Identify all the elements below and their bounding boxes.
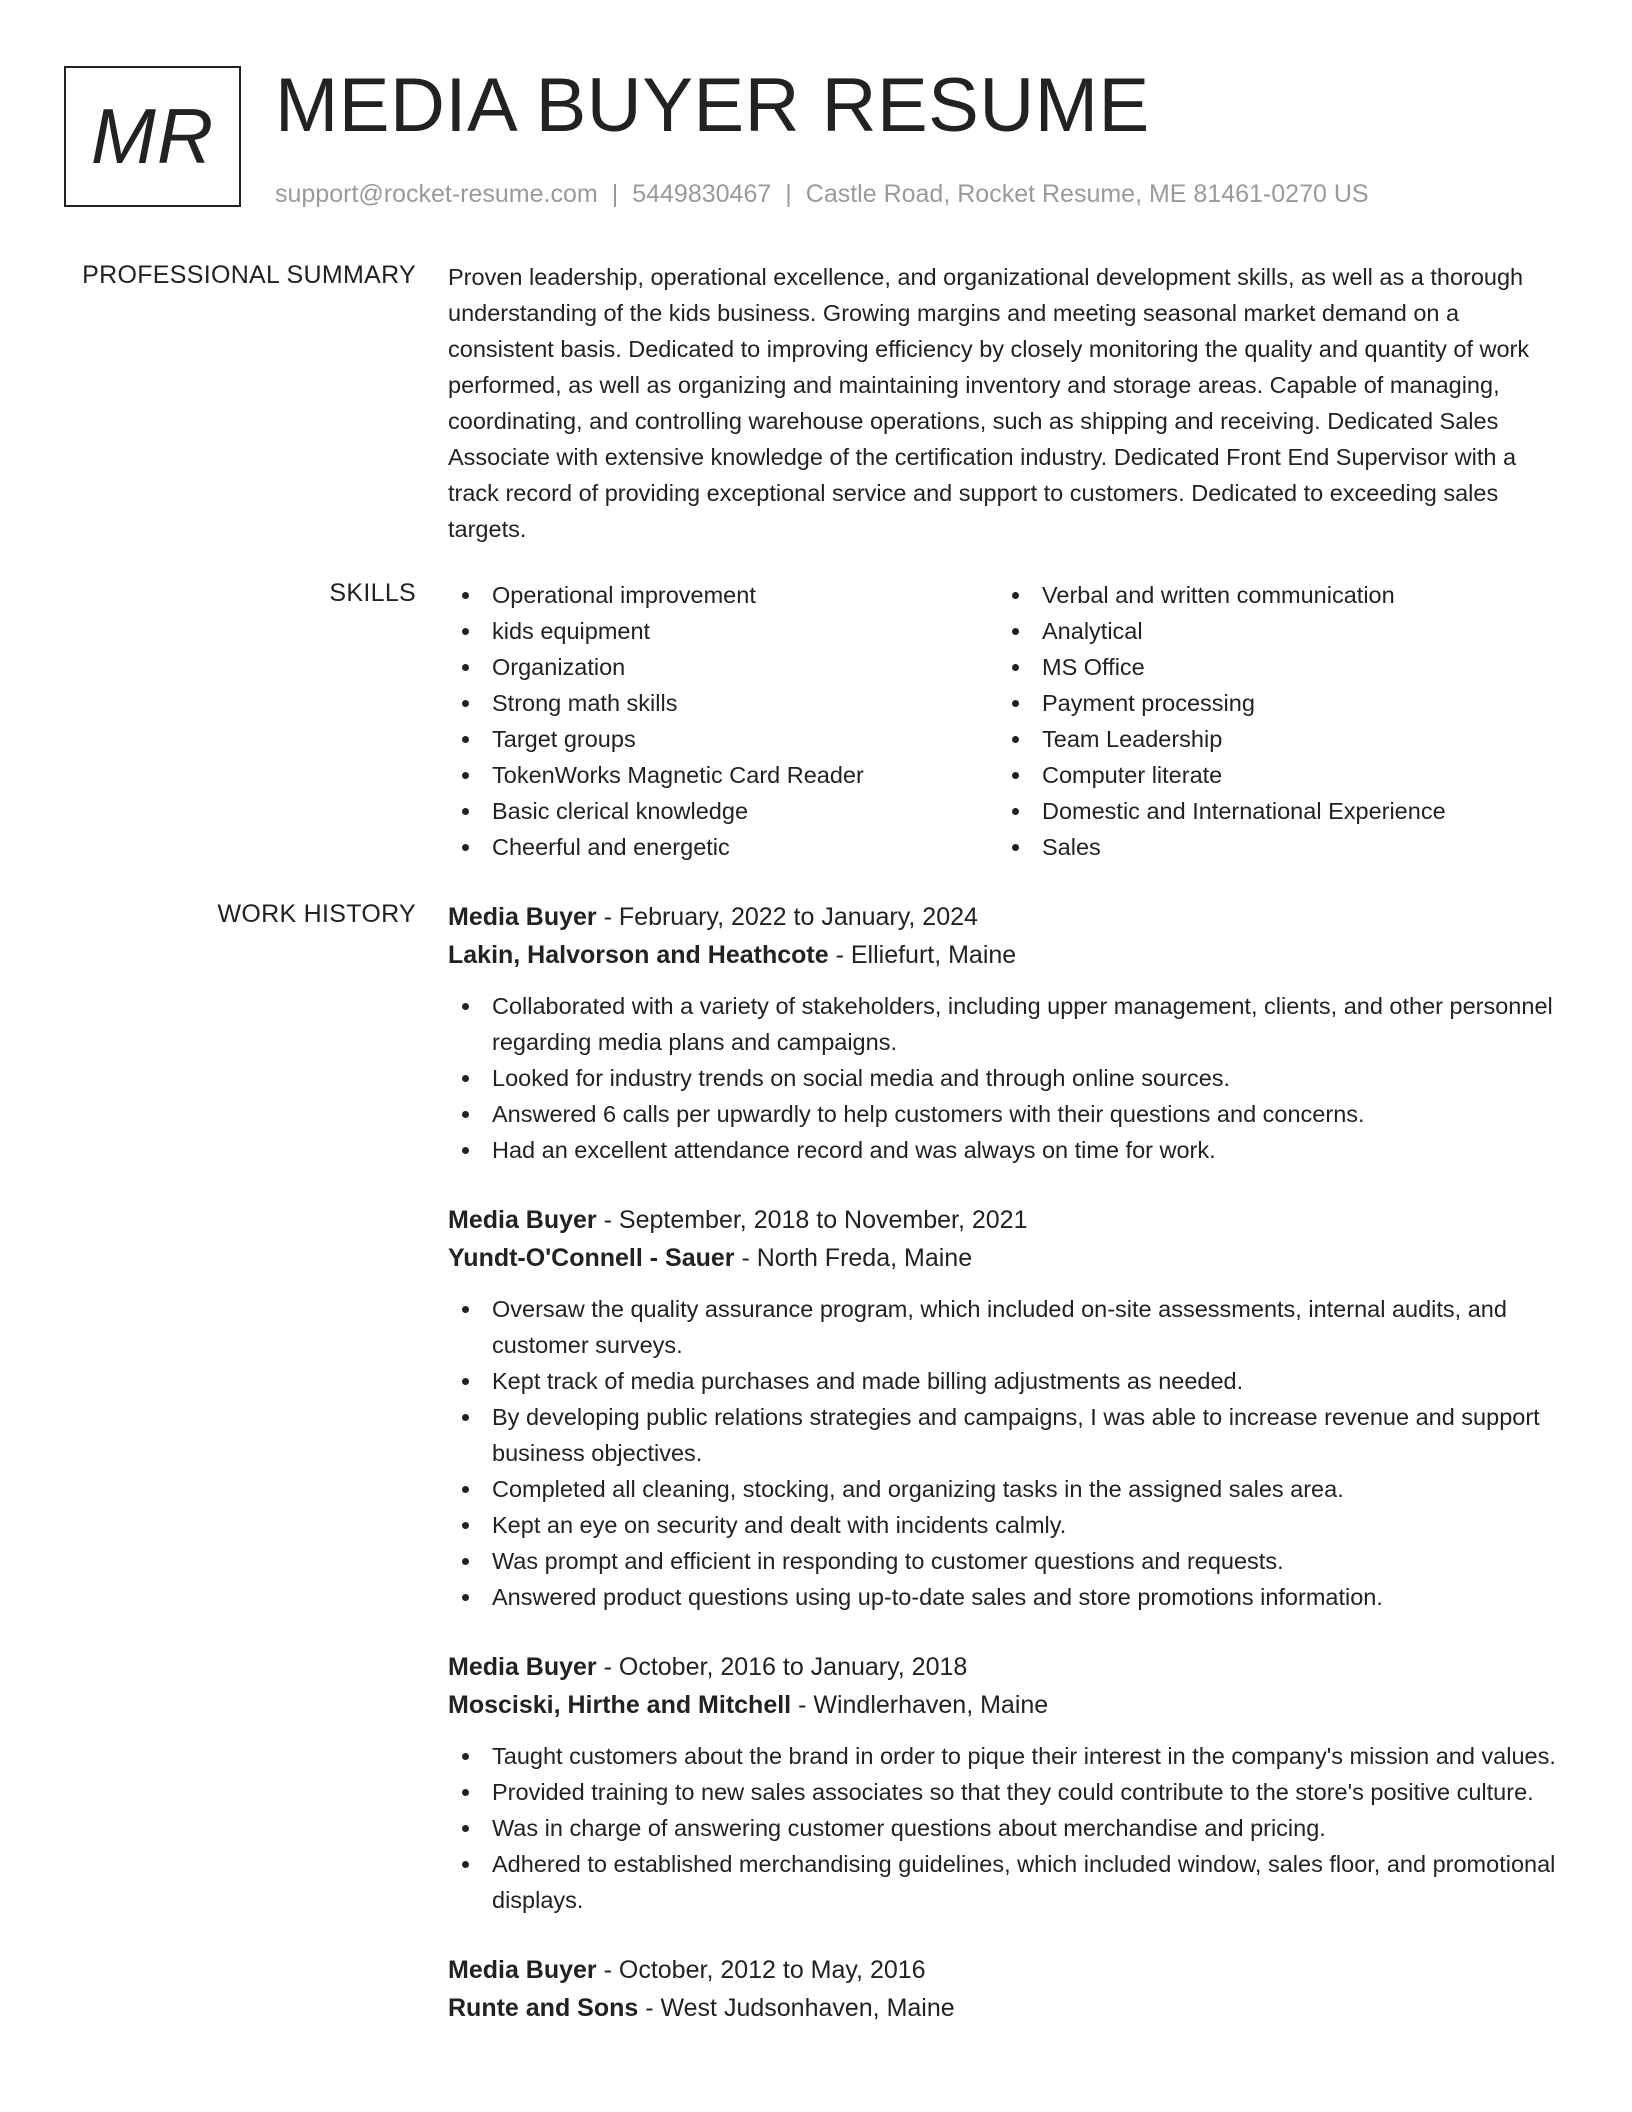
bullet-icon xyxy=(462,1378,469,1385)
skill-item xyxy=(448,721,998,757)
bullet-icon xyxy=(1012,772,1019,779)
job-company: Mosciski, Hirthe and Mitchell xyxy=(448,1691,792,1719)
job-location: - North Freda, Maine xyxy=(734,1244,973,1272)
bullet-icon xyxy=(462,1522,469,1529)
job-location: - Windlerhaven, Maine xyxy=(791,1691,1049,1719)
skills-left-column xyxy=(448,577,998,865)
list-item-text: Oversaw the quality assurance program, which included on-site assessments, internal audits, and customer surveys. xyxy=(492,1296,1507,1358)
job-duty-item xyxy=(448,1810,1568,1846)
skill-item xyxy=(998,757,1548,793)
list-item-text: Sales xyxy=(1042,834,1101,860)
bullet-icon xyxy=(462,1594,469,1601)
list-item-text: Computer literate xyxy=(1042,762,1223,788)
skill-item xyxy=(998,721,1548,757)
list-item-text: Had an excellent attendance record and was always on time for work. xyxy=(492,1137,1216,1163)
bullet-icon xyxy=(462,1825,469,1832)
bullet-icon xyxy=(462,1003,469,1010)
job-title: Media Buyer xyxy=(448,1956,597,1984)
list-item-text: Answered 6 calls per upwardly to help customers with their questions and concerns. xyxy=(492,1101,1365,1127)
page-title: MEDIA BUYER RESUME xyxy=(275,63,1150,148)
bullet-icon xyxy=(1012,592,1019,599)
bullet-icon xyxy=(462,1306,469,1313)
list-item-text: Taught customers about the brand in order to pique their interest in the company's mission and values. xyxy=(492,1743,1556,1769)
job-company-line xyxy=(448,1686,1568,1724)
bullet-icon xyxy=(462,700,469,707)
job-duty-item xyxy=(448,1132,1568,1168)
list-item-text: Operational improvement xyxy=(492,582,756,608)
job-duty-item xyxy=(448,1579,1568,1615)
job-title-line xyxy=(448,1951,1568,1989)
list-item-text: Kept an eye on security and dealt with incidents calmly. xyxy=(492,1512,1067,1538)
job-title-line xyxy=(448,1201,1568,1239)
bullet-icon xyxy=(1012,736,1019,743)
bullet-icon xyxy=(462,1414,469,1421)
job-title: Media Buyer xyxy=(448,903,597,931)
list-item-text: Organization xyxy=(492,654,626,680)
contact-separator: | xyxy=(785,180,792,208)
skill-item xyxy=(448,577,998,613)
job-dates: - September, 2018 to November, 2021 xyxy=(596,1206,1028,1234)
bullet-icon xyxy=(462,1486,469,1493)
skills-heading: SKILLS xyxy=(329,579,416,607)
job-title-line xyxy=(448,898,1568,936)
job-entry xyxy=(448,1648,1568,1918)
bullet-icon xyxy=(462,1111,469,1118)
skill-item xyxy=(998,577,1548,613)
job-entry xyxy=(448,1201,1568,1615)
job-title: Media Buyer xyxy=(448,1206,597,1234)
bullet-icon xyxy=(462,808,469,815)
bullet-icon xyxy=(462,1558,469,1565)
job-dates: - February, 2022 to January, 2024 xyxy=(596,903,978,931)
summary-heading: PROFESSIONAL SUMMARY xyxy=(82,261,416,289)
bullet-icon xyxy=(462,1789,469,1796)
job-company: Runte and Sons xyxy=(448,1994,639,2022)
skill-item xyxy=(448,829,998,865)
job-company-line xyxy=(448,1239,1568,1277)
summary-text: Proven leadership, operational excellence, and organizational development skills, as well as a thorough understanding of the kids business. Growing margins and meeting seasonal market demand on a consistent basis. Dedicated to improving efficiency by closely monitoring the quality and quantity of work performed, as well as organizing and maintaining inventory and storage areas. Capable of managing, coordinating, and controlling warehouse operations, such as shipping and receiving. Dedicated Sales Associate with extensive knowledge of the certification industry. Dedicated Front End Supervisor with a track record of providing exceptional service and support to customers. Dedicated to exceeding sales targets. xyxy=(448,264,1530,542)
monogram-logo: MR xyxy=(64,66,241,207)
job-duty-item xyxy=(448,1738,1568,1774)
job-duty-item xyxy=(448,1774,1568,1810)
job-entry xyxy=(448,1951,1568,2027)
bullet-icon xyxy=(462,736,469,743)
skill-item xyxy=(998,793,1548,829)
skill-item xyxy=(448,613,998,649)
job-duty-item xyxy=(448,1363,1568,1399)
list-item-text: Target groups xyxy=(492,726,636,752)
bullet-icon xyxy=(462,844,469,851)
job-duty-item xyxy=(448,1096,1568,1132)
skill-item xyxy=(448,685,998,721)
bullet-icon xyxy=(462,628,469,635)
list-item-text: Kept track of media purchases and made billing adjustments as needed. xyxy=(492,1368,1244,1394)
job-company-line xyxy=(448,1989,1568,2027)
list-item-text: Team Leadership xyxy=(1042,726,1223,752)
list-item-text: Verbal and written communication xyxy=(1042,582,1395,608)
job-title-line xyxy=(448,1648,1568,1686)
job-duty-item xyxy=(448,988,1568,1060)
skill-item xyxy=(448,649,998,685)
bullet-icon xyxy=(1012,664,1019,671)
list-item-text: Was prompt and efficient in responding to customer questions and requests. xyxy=(492,1548,1284,1574)
job-dates: - October, 2016 to January, 2018 xyxy=(596,1653,968,1681)
job-duties-list xyxy=(448,1291,1568,1615)
skills-body xyxy=(448,577,1568,865)
job-duty-item xyxy=(448,1060,1568,1096)
skills-right-column xyxy=(998,577,1548,865)
job-duty-item xyxy=(448,1507,1568,1543)
list-item-text: kids equipment xyxy=(492,618,651,644)
list-item-text: Answered product questions using up-to-date sales and store promotions information. xyxy=(492,1584,1383,1610)
list-item-text: MS Office xyxy=(1042,654,1145,680)
skills-columns xyxy=(448,577,1568,865)
bullet-icon xyxy=(462,1147,469,1154)
list-item-text: By developing public relations strategies and campaigns, I was able to increase revenue and support business objectives. xyxy=(492,1404,1540,1466)
job-dates: - October, 2012 to May, 2016 xyxy=(596,1956,926,1984)
job-duty-item xyxy=(448,1291,1568,1363)
contact-address: Castle Road, Rocket Resume, ME 81461-0270 US xyxy=(805,180,1369,208)
bullet-icon xyxy=(1012,844,1019,851)
bullet-icon xyxy=(462,1753,469,1760)
bullet-icon xyxy=(1012,628,1019,635)
skill-item xyxy=(998,649,1548,685)
list-item-text: Provided training to new sales associates so that they could contribute to the store's positive culture. xyxy=(492,1779,1534,1805)
bullet-icon xyxy=(462,664,469,671)
job-title: Media Buyer xyxy=(448,1653,597,1681)
work-body xyxy=(448,898,1568,2060)
job-company: Lakin, Halvorson and Heathcote xyxy=(448,941,829,969)
job-location: - West Judsonhaven, Maine xyxy=(638,1994,955,2022)
list-item-text: Analytical xyxy=(1042,618,1143,644)
job-location: - Elliefurt, Maine xyxy=(828,941,1017,969)
list-item-text: Was in charge of answering customer questions about merchandise and pricing. xyxy=(492,1815,1326,1841)
contact-email[interactable]: support@rocket-resume.com xyxy=(275,180,598,208)
bullet-icon xyxy=(462,772,469,779)
contact-separator: | xyxy=(611,180,619,208)
skill-item xyxy=(998,613,1548,649)
skill-item xyxy=(998,829,1548,865)
list-item-text: Cheerful and energetic xyxy=(492,834,730,860)
bullet-icon xyxy=(1012,700,1019,707)
skill-item xyxy=(448,757,998,793)
job-duty-item xyxy=(448,1399,1568,1471)
list-item-text: Domestic and International Experience xyxy=(1042,798,1446,824)
list-item-text: Looked for industry trends on social media and through online sources. xyxy=(492,1065,1231,1091)
bullet-icon xyxy=(462,592,469,599)
job-duties-list xyxy=(448,1738,1568,1918)
job-duty-item xyxy=(448,1846,1568,1918)
title-block xyxy=(275,60,1568,210)
list-item-text: Payment processing xyxy=(1042,690,1255,716)
list-item-text: Adhered to established merchandising guidelines, which included window, sales floor, and promotional displays. xyxy=(492,1851,1556,1913)
summary-body xyxy=(448,259,1568,547)
bullet-icon xyxy=(462,1075,469,1082)
skill-item xyxy=(998,685,1548,721)
list-item-text: TokenWorks Magnetic Card Reader xyxy=(492,762,864,788)
list-item-text: Collaborated with a variety of stakeholders, including upper management, clients, and other personnel regarding media plans and campaigns. xyxy=(492,993,1553,1055)
bullet-icon xyxy=(1012,808,1019,815)
list-item-text: Completed all cleaning, stocking, and organizing tasks in the assigned sales area. xyxy=(492,1476,1344,1502)
resume-header xyxy=(64,63,1568,211)
job-duties-list xyxy=(448,988,1568,1168)
contact-phone[interactable]: 5449830467 xyxy=(632,180,772,208)
list-item-text: Strong math skills xyxy=(492,690,678,716)
list-item-text: Basic clerical knowledge xyxy=(492,798,749,824)
job-company: Yundt-O'Connell - Sauer xyxy=(448,1244,735,1272)
job-duty-item xyxy=(448,1543,1568,1579)
work-heading: WORK HISTORY xyxy=(217,900,416,928)
job-entry xyxy=(448,898,1568,1168)
bullet-icon xyxy=(462,1861,469,1868)
job-company-line xyxy=(448,936,1568,974)
job-duty-item xyxy=(448,1471,1568,1507)
skill-item xyxy=(448,793,998,829)
contact-line xyxy=(275,178,1568,210)
